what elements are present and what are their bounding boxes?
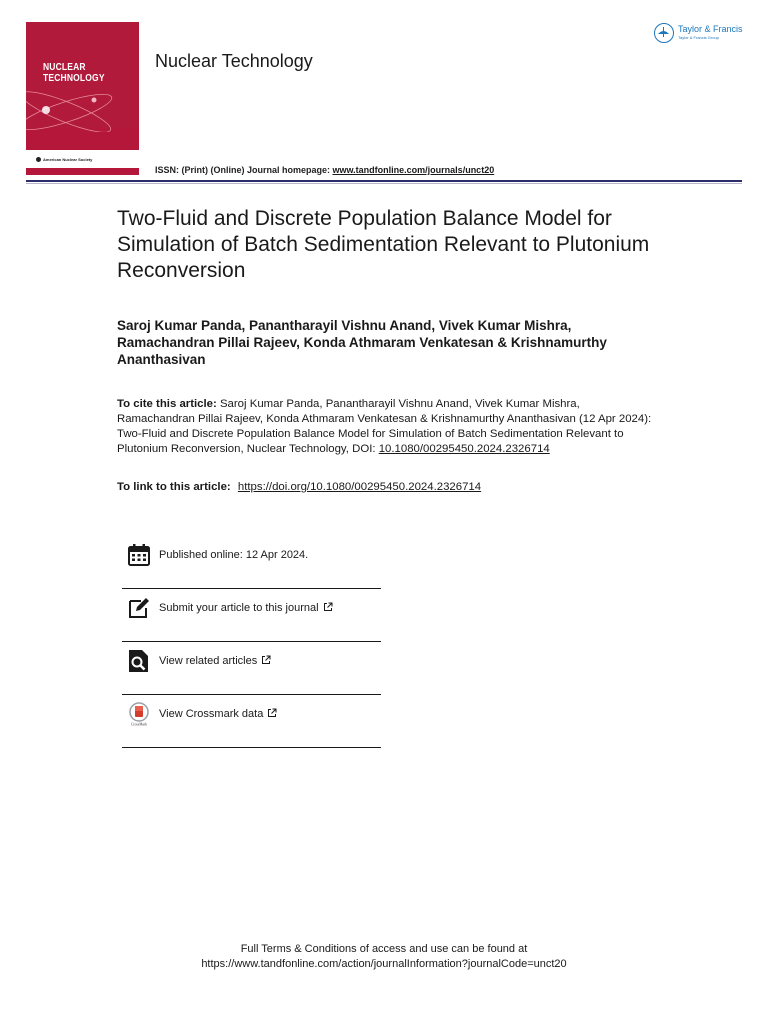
- cover-title-line2: TECHNOLOGY: [43, 73, 105, 84]
- article-title: Two-Fluid and Discrete Population Balance Model for Simulation of Batch Sedimentation Relevant to Plutonium Reconversion: [117, 207, 650, 282]
- citation-doi-link[interactable]: 10.1080/00295450.2024.2326714: [378, 443, 550, 455]
- citation-label: To cite this article:: [117, 398, 217, 410]
- external-link-icon: [261, 655, 271, 665]
- issn-text: ISSN: (Print) (Online) Journal homepage:: [155, 165, 333, 175]
- publisher-logo-text: Taylor & Francis: [678, 24, 743, 34]
- journal-name: Nuclear Technology: [155, 51, 313, 71]
- related-articles-row[interactable]: [122, 642, 381, 695]
- crossmark-icon: [127, 702, 151, 726]
- footer-terms-text: Full Terms & Conditions of access and use can be found at: [240, 943, 528, 955]
- taylor-francis-logo[interactable]: [654, 22, 754, 46]
- crossmark-link[interactable]: [159, 708, 277, 720]
- search-document-icon: [127, 649, 151, 673]
- citation-block: [117, 397, 657, 457]
- citation-text: Saroj Kumar Panda, Panantharayil Vishnu Anand, Vivek Kumar Mishra, Ramachandran Pillai Rajeev, Konda Athmaram Venkatesan & Krishnamurthy Ananthasivan (12 Apr 2024): Two-Fluid and Discrete Population Balance Model for Simulation of Batch Sedimentation Relevant to Plutonium Reconversion, Nuclear Technology, DOI:: [117, 398, 652, 455]
- header-divider: [26, 180, 742, 182]
- journal-cover-image: [26, 22, 139, 175]
- submit-article-text: Submit your article to this journal: [159, 602, 319, 614]
- cover-society-name: American Nuclear Society: [43, 157, 93, 162]
- article-actions: [122, 536, 381, 748]
- publisher-logo-icon: [654, 23, 674, 43]
- calendar-icon: [127, 543, 151, 567]
- issn-line: [155, 165, 494, 175]
- published-online-row: [122, 536, 381, 589]
- crossmark-row[interactable]: [122, 695, 381, 748]
- article-authors: Saroj Kumar Panda, Panantharayil Vishnu Anand, Vivek Kumar Mishra, Ramachandran Pillai Rajeev, Konda Athmaram Venkatesan & Krishnamurthy Ananthasivan: [117, 318, 607, 367]
- cover-orbit-art: [26, 82, 139, 132]
- crossmark-text: View Crossmark data: [159, 708, 264, 720]
- submit-article-link[interactable]: [159, 602, 333, 614]
- cover-title: [43, 62, 105, 84]
- related-articles-text: View related articles: [159, 655, 258, 667]
- external-link-icon: [267, 708, 277, 718]
- header-divider-thin: [26, 183, 742, 184]
- terms-footer: [0, 942, 768, 972]
- journal-homepage-link[interactable]: www.tandfonline.com/journals/unct20: [332, 165, 495, 175]
- cover-society-logo: [36, 157, 92, 162]
- svg-text:CrossMark: CrossMark: [131, 722, 147, 726]
- edit-icon: [127, 596, 151, 620]
- publisher-logo-subtext: Taylor & Francis Group: [678, 35, 719, 40]
- related-articles-link[interactable]: [159, 655, 271, 667]
- cover-bottom-strip: [26, 170, 139, 175]
- submit-article-row[interactable]: [122, 589, 381, 642]
- article-link-label: To link to this article:: [117, 481, 231, 493]
- published-online-text: Published online: 12 Apr 2024.: [159, 549, 309, 561]
- cover-title-line1: NUCLEAR: [43, 62, 86, 73]
- external-link-icon: [323, 602, 333, 612]
- article-doi-link[interactable]: https://doi.org/10.1080/00295450.2024.2326714: [237, 481, 482, 493]
- article-link-line: [117, 481, 481, 493]
- footer-terms-url: https://www.tandfonline.com/action/journalInformation?journalCode=unct20: [201, 958, 567, 970]
